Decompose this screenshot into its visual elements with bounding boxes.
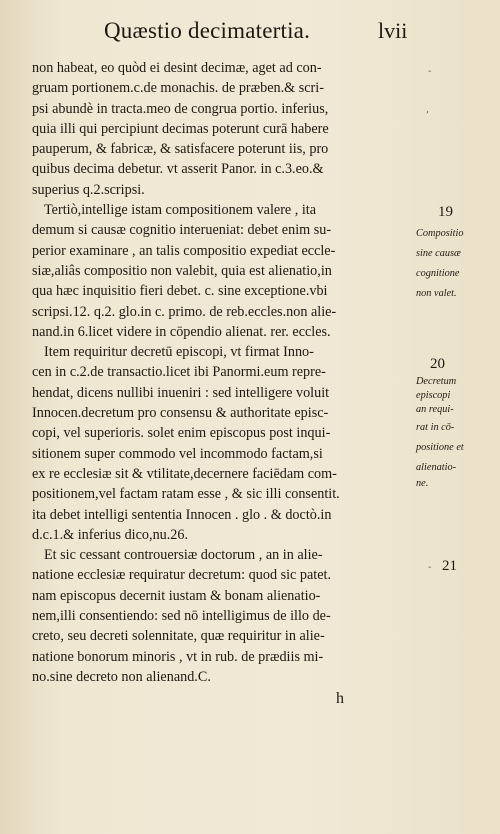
text-line: siæ,aliâs compositio non valebit, quia est alienatio,in <box>32 262 332 279</box>
text-line: psi abundè in tracta.meo de congrua portio. inferius, <box>32 100 329 117</box>
text-line: demum si causæ cognitio interueniat: debet enim su- <box>32 222 332 239</box>
margin-note-decretum <box>416 376 464 492</box>
text-line: ex re ecclesiæ sit & vtilitate,decernere faciēdam com- <box>32 465 337 482</box>
text-line: creto, seu decreti solennitate, quæ requiritur in alie- <box>32 628 325 645</box>
text-line: Innocen.decretum pro consensu & authoritate episc- <box>32 405 329 422</box>
margin-tick-mark: , <box>426 104 430 115</box>
text-line: no.sine decreto non alienand.C. <box>32 668 211 685</box>
text-line: hendat, dicens nullibi inueniri : sed intelligere voluit <box>32 384 330 401</box>
margin-note-line: sine causæ <box>416 248 461 259</box>
margin-note-line: cognitione <box>416 268 460 279</box>
main-text-column <box>32 58 416 687</box>
margin-note-line: positione et <box>416 442 464 453</box>
margin-note-line: alienatio- <box>416 462 457 473</box>
margin-note-line: Compositio <box>416 228 464 239</box>
margin-note-compositio <box>416 224 464 304</box>
text-line: scripsi.12. q.2. glo.in c. primo. de reb.eccles.non alie- <box>32 303 337 320</box>
text-line: nand.in 6.licet videre in cōpendio alienat. rer. eccles. <box>32 323 331 340</box>
text-line: quia illi qui percipiunt decimas poterunt curā habere <box>32 120 329 137</box>
signature-mark: h <box>336 690 344 707</box>
running-head: Quæstio decimatertia. <box>104 18 311 43</box>
text-line: Et sic cessant controuersiæ doctorum , an in alie- <box>44 547 323 564</box>
text-line: copi, vel superioris. solet enim episcopus post inqui- <box>32 425 331 442</box>
text-line: natione bonorum minoris , vt in rub. de prædiis mi- <box>32 648 324 665</box>
text-line: non habeat, eo quòd ei desint decimæ, aget ad con- <box>32 60 322 76</box>
text-line: Tertiò,intellige istam compositionem valere , ita <box>44 202 317 219</box>
text-line: gruam portionem.c.de monachis. de præben.& scri- <box>32 80 324 97</box>
margin-note-line: Decretum <box>416 376 457 387</box>
page-header <box>0 18 500 58</box>
margin-note-line: non valet. <box>416 288 457 299</box>
margin-note-line: episcopi <box>416 390 451 401</box>
margin-note-line: rat in cō- <box>416 422 455 433</box>
text-line: qua hæc inquisitio fieri debet. c. sine exceptione.vbi <box>32 283 328 300</box>
text-line: nem,illi consentiendo: sed nō intelligimus de illo de- <box>32 608 331 625</box>
margin-number-20: 20 <box>430 356 445 372</box>
margin-tick-mark: - <box>428 66 432 77</box>
margin-number-21: 21 <box>442 558 457 574</box>
text-line: cen in c.2.de transactio.licet ibi Panormi.eum repre- <box>32 364 326 381</box>
text-line: superius q.2.scripsi. <box>32 181 145 198</box>
folio-number: lvii <box>378 18 408 43</box>
text-line: nam episcopus decernit iustam & bonam alienatio- <box>32 587 321 604</box>
text-line: Item requiritur decretū episcopi, vt firmat Inno- <box>44 344 314 361</box>
text-line: natione ecclesiæ requiratur decretum: quod sic patet. <box>32 567 332 584</box>
text-line: d.c.1.& inferius dico,nu.26. <box>32 526 189 543</box>
text-line: perior examinare , an talis compositio expediat eccle- <box>32 242 336 259</box>
text-line: quibus decima debetur. vt asserit Panor. in c.3.eo.& <box>32 161 324 178</box>
margin-note-line: an requi- <box>416 404 454 415</box>
text-line: pauperum, & fabricæ, & satisfacere poterunt iis, pro <box>32 141 329 158</box>
text-line: sitionem super commodo vel incommodo factam,si <box>32 445 323 462</box>
margin-number-19: 19 <box>438 204 453 220</box>
text-line: ita debet intelligi sententia Innocen . glo . & doctò.in <box>32 506 332 523</box>
text-line: positionem,vel factam ratam esse , & sic illi consentit. <box>32 486 340 503</box>
margin-tick-mark: - <box>428 562 432 573</box>
margin-note-line: ne. <box>416 478 429 489</box>
